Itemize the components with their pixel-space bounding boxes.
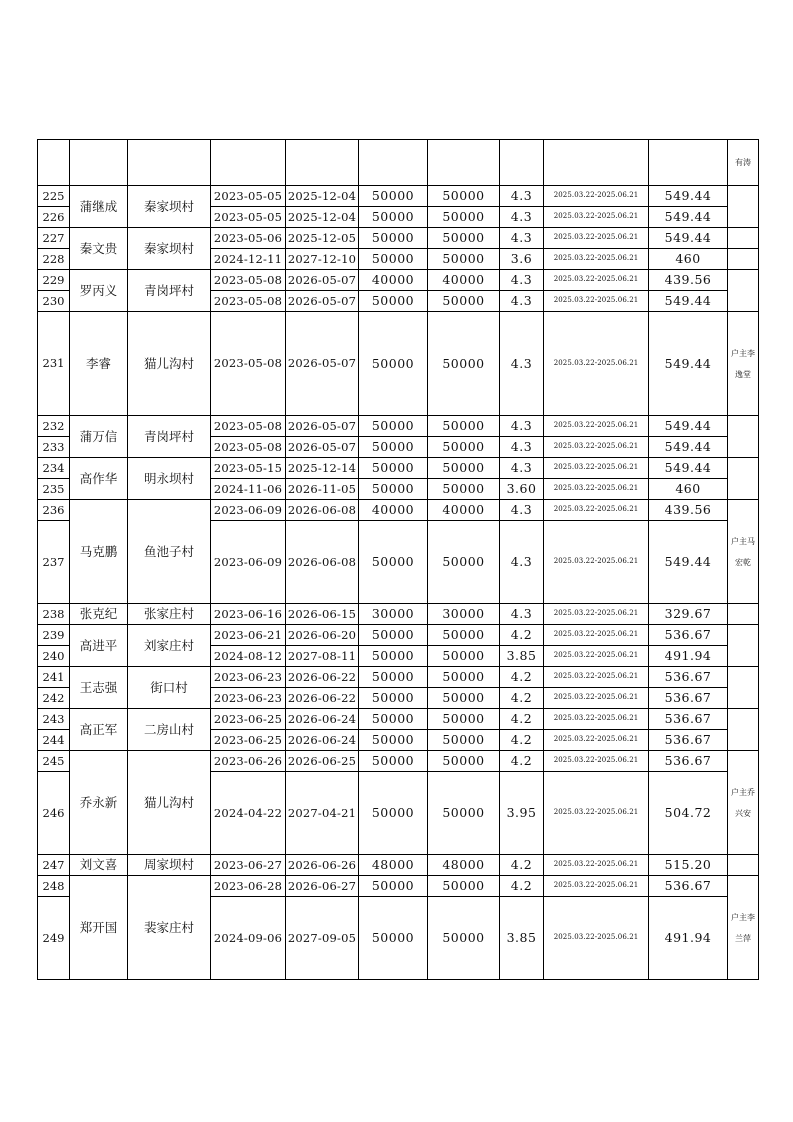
rate-cell: 4.3 [500, 270, 544, 291]
balance-cell: 50000 [428, 291, 500, 312]
seq-cell: 243 [38, 709, 70, 730]
rate-cell: 4.2 [500, 751, 544, 772]
note-cell [728, 604, 759, 625]
note-cell [728, 876, 759, 980]
village-cell: 鱼池子村 [128, 500, 211, 604]
end-date-cell: 2026-11-05 [286, 479, 359, 500]
balance-cell: 50000 [428, 897, 500, 980]
balance-cell: 50000 [428, 479, 500, 500]
rate-cell: 3.85 [500, 646, 544, 667]
interest-cell: 549.44 [649, 186, 728, 207]
period-cell: 2025.03.22-2025.06.21 [544, 186, 649, 207]
start-date-cell: 2023-06-25 [211, 709, 286, 730]
table-row [38, 186, 759, 207]
start-date-cell: 2023-06-28 [211, 876, 286, 897]
interest-cell: 491.94 [649, 646, 728, 667]
rate-cell: 4.2 [500, 855, 544, 876]
interest-cell: 549.44 [649, 416, 728, 437]
borrower-name-cell: 蒲万信 [70, 416, 128, 458]
village-cell: 裴家庄村 [128, 876, 211, 980]
end-date-cell: 2026-05-07 [286, 291, 359, 312]
loan-amount-cell: 50000 [359, 291, 428, 312]
start-date-cell: 2024-12-11 [211, 249, 286, 270]
rate-cell: 4.3 [500, 416, 544, 437]
end-date-cell: 2027-09-05 [286, 897, 359, 980]
rate-cell: 4.2 [500, 876, 544, 897]
start-date-cell: 2024-04-22 [211, 772, 286, 855]
interest-cell: 515.20 [649, 855, 728, 876]
start-date-cell: 2023-05-08 [211, 291, 286, 312]
seq-cell: 234 [38, 458, 70, 479]
seq-cell: 238 [38, 604, 70, 625]
rate-cell: 4.3 [500, 228, 544, 249]
table-row [38, 876, 759, 897]
period-cell: 2025.03.22-2025.06.21 [544, 207, 649, 228]
seq-cell [38, 140, 70, 186]
balance-cell: 50000 [428, 751, 500, 772]
village-cell [128, 140, 211, 186]
period-cell: 2025.03.22-2025.06.21 [544, 416, 649, 437]
balance-cell: 48000 [428, 855, 500, 876]
borrower-name-cell: 乔永新 [70, 751, 128, 855]
loan-amount-cell: 50000 [359, 207, 428, 228]
balance-cell: 50000 [428, 625, 500, 646]
table-row [38, 604, 759, 625]
balance-cell: 40000 [428, 270, 500, 291]
start-date-cell: 2023-05-08 [211, 416, 286, 437]
borrower-name-cell: 李睿 [70, 312, 128, 416]
period-cell: 2025.03.22-2025.06.21 [544, 730, 649, 751]
loan-amount-cell: 50000 [359, 730, 428, 751]
rate-cell: 4.3 [500, 604, 544, 625]
start-date-cell: 2024-11-06 [211, 479, 286, 500]
start-date-cell: 2023-06-25 [211, 730, 286, 751]
loan-amount-cell: 40000 [359, 500, 428, 521]
seq-cell: 241 [38, 667, 70, 688]
loan-amount-cell: 50000 [359, 646, 428, 667]
borrower-name-cell: 高作华 [70, 458, 128, 500]
start-date-cell: 2024-09-06 [211, 897, 286, 980]
seq-cell: 248 [38, 876, 70, 897]
loan-amount-cell: 50000 [359, 625, 428, 646]
loan-amount-cell: 50000 [359, 751, 428, 772]
interest-cell: 536.67 [649, 876, 728, 897]
start-date-cell: 2023-05-15 [211, 458, 286, 479]
start-date-cell: 2023-06-23 [211, 688, 286, 709]
table-row [38, 855, 759, 876]
interest-cell: 549.44 [649, 437, 728, 458]
period-cell: 2025.03.22-2025.06.21 [544, 709, 649, 730]
end-date-cell: 2025-12-05 [286, 228, 359, 249]
period-cell: 2025.03.22-2025.06.21 [544, 876, 649, 897]
interest-cell: 536.67 [649, 625, 728, 646]
table-row [38, 416, 759, 437]
seq-cell: 242 [38, 688, 70, 709]
end-date-cell: 2027-12-10 [286, 249, 359, 270]
rate-cell: 4.3 [500, 207, 544, 228]
period-cell: 2025.03.22-2025.06.21 [544, 772, 649, 855]
rate-cell: 4.2 [500, 667, 544, 688]
village-cell: 猫儿沟村 [128, 751, 211, 855]
start-date-cell [211, 140, 286, 186]
end-date-cell: 2026-06-27 [286, 876, 359, 897]
end-date-cell: 2026-06-15 [286, 604, 359, 625]
loan-amount-cell: 50000 [359, 688, 428, 709]
loan-amount-cell: 50000 [359, 437, 428, 458]
loan-amount-cell: 50000 [359, 521, 428, 604]
loan-amount-cell: 50000 [359, 312, 428, 416]
period-cell: 2025.03.22-2025.06.21 [544, 688, 649, 709]
note-cell [728, 416, 759, 458]
balance-cell [428, 140, 500, 186]
period-cell: 2025.03.22-2025.06.21 [544, 228, 649, 249]
period-cell: 2025.03.22-2025.06.21 [544, 604, 649, 625]
balance-cell: 50000 [428, 207, 500, 228]
table-row [38, 270, 759, 291]
note-cell [728, 458, 759, 500]
balance-cell: 30000 [428, 604, 500, 625]
seq-cell: 247 [38, 855, 70, 876]
loan-amount-cell: 30000 [359, 604, 428, 625]
village-cell: 青岗坪村 [128, 270, 211, 312]
start-date-cell: 2023-06-23 [211, 667, 286, 688]
note-cell [728, 855, 759, 876]
rate-cell: 4.3 [500, 437, 544, 458]
end-date-cell: 2026-06-22 [286, 667, 359, 688]
note-cell [728, 228, 759, 249]
seq-cell: 237 [38, 521, 70, 604]
loan-amount-cell: 50000 [359, 458, 428, 479]
start-date-cell: 2023-05-08 [211, 312, 286, 416]
village-cell: 二房山村 [128, 709, 211, 751]
loan-amount-cell: 50000 [359, 249, 428, 270]
period-cell: 2025.03.22-2025.06.21 [544, 500, 649, 521]
note-cell [728, 625, 759, 667]
rate-cell: 4.2 [500, 730, 544, 751]
rate-cell: 4.2 [500, 709, 544, 730]
rate-cell [500, 140, 544, 186]
table-row [38, 458, 759, 479]
interest-cell: 549.44 [649, 458, 728, 479]
seq-cell: 244 [38, 730, 70, 751]
rate-cell: 4.3 [500, 500, 544, 521]
table-row [38, 625, 759, 646]
end-date-cell: 2026-06-24 [286, 730, 359, 751]
interest-cell [649, 140, 728, 186]
interest-cell: 536.67 [649, 709, 728, 730]
loan-amount-cell: 50000 [359, 416, 428, 437]
village-cell: 秦家坝村 [128, 228, 211, 270]
seq-cell: 246 [38, 772, 70, 855]
start-date-cell: 2023-06-21 [211, 625, 286, 646]
balance-cell: 40000 [428, 500, 500, 521]
village-cell: 周家坝村 [128, 855, 211, 876]
balance-cell: 50000 [428, 521, 500, 604]
period-cell: 2025.03.22-2025.06.21 [544, 249, 649, 270]
period-cell: 2025.03.22-2025.06.21 [544, 458, 649, 479]
end-date-cell: 2026-05-07 [286, 437, 359, 458]
start-date-cell: 2023-06-27 [211, 855, 286, 876]
period-cell: 2025.03.22-2025.06.21 [544, 270, 649, 291]
rate-cell: 3.60 [500, 479, 544, 500]
period-cell [544, 140, 649, 186]
interest-cell: 439.56 [649, 500, 728, 521]
loan-amount-cell: 50000 [359, 897, 428, 980]
period-cell: 2025.03.22-2025.06.21 [544, 479, 649, 500]
table-row [38, 751, 759, 772]
loan-amount-cell: 50000 [359, 876, 428, 897]
balance-cell: 50000 [428, 646, 500, 667]
loan-amount-cell: 48000 [359, 855, 428, 876]
borrower-name-cell: 秦文贵 [70, 228, 128, 270]
rate-cell: 4.3 [500, 312, 544, 416]
loan-amount-cell: 50000 [359, 479, 428, 500]
village-cell: 秦家坝村 [128, 186, 211, 228]
end-date-cell: 2026-05-07 [286, 416, 359, 437]
seq-cell: 233 [38, 437, 70, 458]
village-cell: 街口村 [128, 667, 211, 709]
start-date-cell: 2023-06-09 [211, 521, 286, 604]
interest-cell: 549.44 [649, 291, 728, 312]
loan-amount-cell: 50000 [359, 709, 428, 730]
interest-cell: 549.44 [649, 521, 728, 604]
village-cell: 青岗坪村 [128, 416, 211, 458]
borrower-name-cell [70, 140, 128, 186]
borrower-name-cell: 高正军 [70, 709, 128, 751]
seq-cell: 225 [38, 186, 70, 207]
note-cell [728, 270, 759, 312]
interest-cell: 329.67 [649, 604, 728, 625]
balance-cell: 50000 [428, 688, 500, 709]
loan-amount-cell: 50000 [359, 228, 428, 249]
seq-cell: 236 [38, 500, 70, 521]
note-cell [728, 312, 759, 416]
start-date-cell: 2023-05-05 [211, 207, 286, 228]
start-date-cell: 2023-05-08 [211, 270, 286, 291]
period-cell: 2025.03.22-2025.06.21 [544, 751, 649, 772]
end-date-cell: 2026-06-20 [286, 625, 359, 646]
borrower-name-cell: 罗丙义 [70, 270, 128, 312]
note-text: 户主李兰萍 [731, 912, 755, 943]
note-text: 户主乔兴安 [731, 787, 755, 818]
table-row [38, 140, 759, 186]
period-cell: 2025.03.22-2025.06.21 [544, 437, 649, 458]
start-date-cell: 2023-05-08 [211, 437, 286, 458]
period-cell: 2025.03.22-2025.06.21 [544, 291, 649, 312]
borrower-name-cell: 高进平 [70, 625, 128, 667]
balance-cell: 50000 [428, 186, 500, 207]
table-row [38, 228, 759, 249]
note-text: 户主李逸堂 [731, 348, 755, 379]
loan-amount-cell: 50000 [359, 667, 428, 688]
interest-cell: 549.44 [649, 228, 728, 249]
seq-cell: 226 [38, 207, 70, 228]
period-cell: 2025.03.22-2025.06.21 [544, 855, 649, 876]
balance-cell: 50000 [428, 730, 500, 751]
interest-cell: 460 [649, 479, 728, 500]
end-date-cell [286, 140, 359, 186]
note-cell [728, 186, 759, 228]
village-cell: 明永坝村 [128, 458, 211, 500]
seq-cell: 232 [38, 416, 70, 437]
note-cell [728, 667, 759, 709]
balance-cell: 50000 [428, 312, 500, 416]
village-cell: 刘家庄村 [128, 625, 211, 667]
table-row [38, 709, 759, 730]
seq-cell: 235 [38, 479, 70, 500]
start-date-cell: 2023-06-16 [211, 604, 286, 625]
balance-cell: 50000 [428, 876, 500, 897]
period-cell: 2025.03.22-2025.06.21 [544, 521, 649, 604]
interest-cell: 536.67 [649, 688, 728, 709]
seq-cell: 240 [38, 646, 70, 667]
end-date-cell: 2026-06-26 [286, 855, 359, 876]
interest-cell: 460 [649, 249, 728, 270]
start-date-cell: 2024-08-12 [211, 646, 286, 667]
loan-amount-cell [359, 140, 428, 186]
interest-cell: 536.67 [649, 667, 728, 688]
borrower-name-cell: 王志强 [70, 667, 128, 709]
interest-cell: 549.44 [649, 207, 728, 228]
note-text: 户主马宏乾 [731, 536, 755, 567]
borrower-name-cell: 张克纪 [70, 604, 128, 625]
seq-cell: 231 [38, 312, 70, 416]
borrower-name-cell: 马克鹏 [70, 500, 128, 604]
interest-cell: 536.67 [649, 730, 728, 751]
seq-cell: 249 [38, 897, 70, 980]
table-row [38, 667, 759, 688]
loan-amount-cell: 40000 [359, 270, 428, 291]
period-cell: 2025.03.22-2025.06.21 [544, 667, 649, 688]
balance-cell: 50000 [428, 416, 500, 437]
note-cell [728, 140, 759, 186]
end-date-cell: 2026-06-08 [286, 521, 359, 604]
table-row [38, 500, 759, 521]
interest-cell: 439.56 [649, 270, 728, 291]
end-date-cell: 2026-05-07 [286, 270, 359, 291]
note-cell [728, 500, 759, 604]
village-cell: 张家庄村 [128, 604, 211, 625]
seq-cell: 239 [38, 625, 70, 646]
rate-cell: 4.2 [500, 688, 544, 709]
end-date-cell: 2026-06-25 [286, 751, 359, 772]
end-date-cell: 2026-06-22 [286, 688, 359, 709]
end-date-cell: 2025-12-04 [286, 207, 359, 228]
borrower-name-cell: 蒲继成 [70, 186, 128, 228]
start-date-cell: 2023-06-26 [211, 751, 286, 772]
balance-cell: 50000 [428, 709, 500, 730]
loan-interest-table [37, 139, 759, 980]
start-date-cell: 2023-05-06 [211, 228, 286, 249]
rate-cell: 4.2 [500, 625, 544, 646]
end-date-cell: 2027-04-21 [286, 772, 359, 855]
end-date-cell: 2027-08-11 [286, 646, 359, 667]
end-date-cell: 2026-06-08 [286, 500, 359, 521]
period-cell: 2025.03.22-2025.06.21 [544, 312, 649, 416]
start-date-cell: 2023-05-05 [211, 186, 286, 207]
seq-cell: 245 [38, 751, 70, 772]
end-date-cell: 2026-06-24 [286, 709, 359, 730]
borrower-name-cell: 刘文喜 [70, 855, 128, 876]
note-cell [728, 249, 759, 270]
period-cell: 2025.03.22-2025.06.21 [544, 897, 649, 980]
period-cell: 2025.03.22-2025.06.21 [544, 646, 649, 667]
rate-cell: 4.3 [500, 521, 544, 604]
end-date-cell: 2025-12-14 [286, 458, 359, 479]
village-cell: 猫儿沟村 [128, 312, 211, 416]
start-date-cell: 2023-06-09 [211, 500, 286, 521]
borrower-name-cell: 郑开国 [70, 876, 128, 980]
loan-amount-cell: 50000 [359, 772, 428, 855]
balance-cell: 50000 [428, 437, 500, 458]
rate-cell: 4.3 [500, 291, 544, 312]
balance-cell: 50000 [428, 458, 500, 479]
rate-cell: 4.3 [500, 186, 544, 207]
seq-cell: 228 [38, 249, 70, 270]
rate-cell: 3.95 [500, 772, 544, 855]
loan-amount-cell: 50000 [359, 186, 428, 207]
rate-cell: 3.6 [500, 249, 544, 270]
period-cell: 2025.03.22-2025.06.21 [544, 625, 649, 646]
interest-cell: 549.44 [649, 312, 728, 416]
rate-cell: 4.3 [500, 458, 544, 479]
end-date-cell: 2026-05-07 [286, 312, 359, 416]
rate-cell: 3.85 [500, 897, 544, 980]
seq-cell: 227 [38, 228, 70, 249]
table-row [38, 312, 759, 416]
interest-cell: 536.67 [649, 751, 728, 772]
seq-cell: 229 [38, 270, 70, 291]
note-cell [728, 709, 759, 751]
balance-cell: 50000 [428, 667, 500, 688]
interest-cell: 504.72 [649, 772, 728, 855]
balance-cell: 50000 [428, 772, 500, 855]
balance-cell: 50000 [428, 249, 500, 270]
note-text: 有涛 [735, 158, 751, 167]
balance-cell: 50000 [428, 228, 500, 249]
end-date-cell: 2025-12-04 [286, 186, 359, 207]
note-cell [728, 751, 759, 855]
seq-cell: 230 [38, 291, 70, 312]
interest-cell: 491.94 [649, 897, 728, 980]
